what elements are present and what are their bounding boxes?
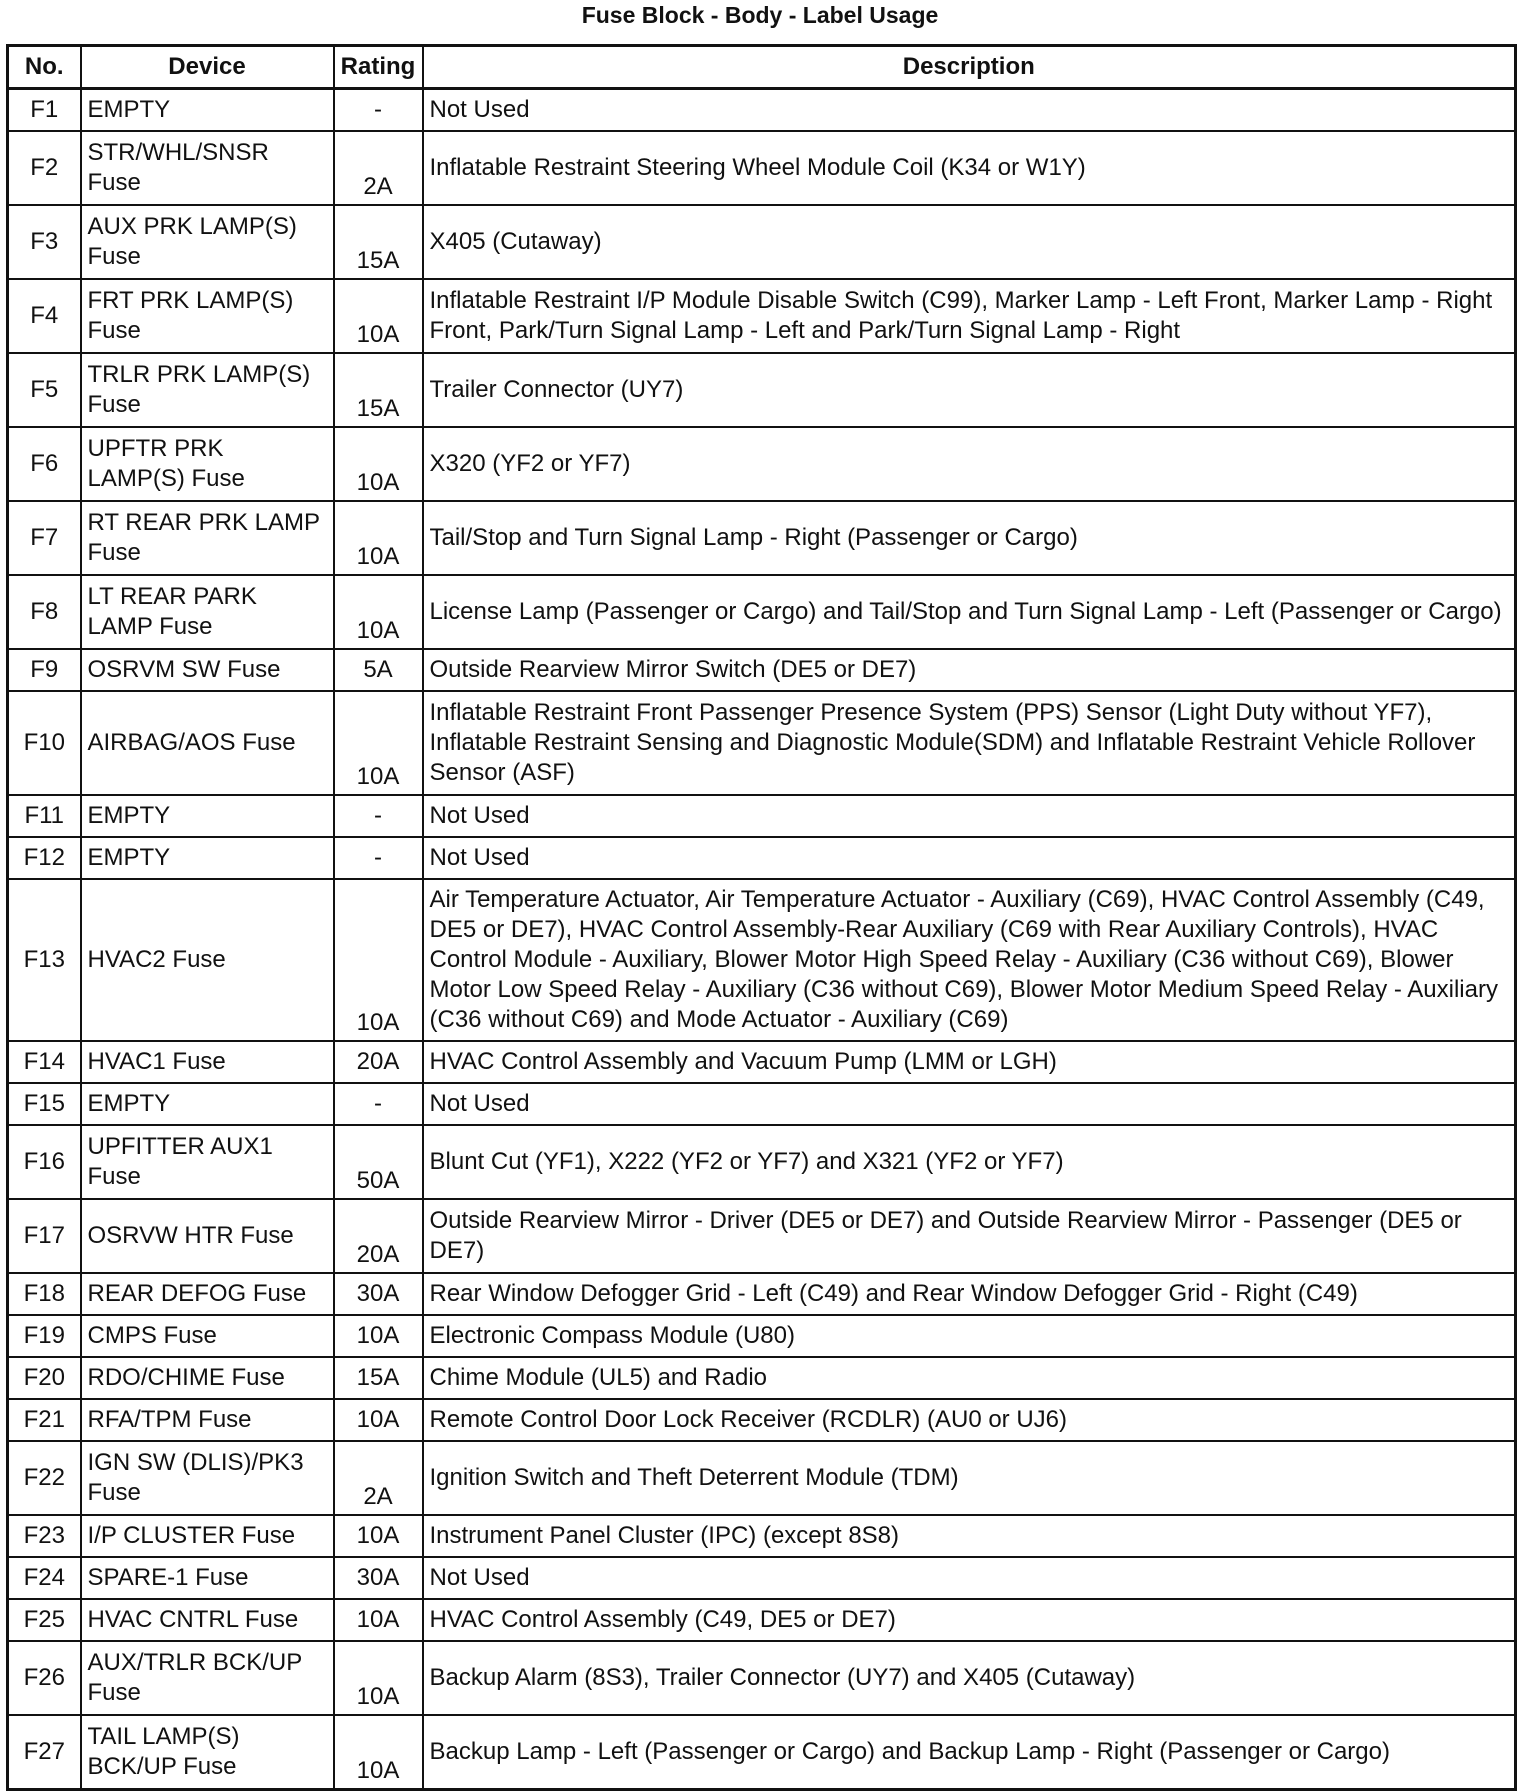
table-row (8, 1273, 1516, 1315)
cell-no: F12 (8, 837, 81, 879)
table-row (8, 1599, 1516, 1641)
cell-rating: 15A (334, 205, 423, 279)
cell-no: F7 (8, 501, 81, 575)
cell-no: F6 (8, 427, 81, 501)
cell-description: X320 (YF2 or YF7) (423, 427, 1516, 501)
cell-rating: - (334, 837, 423, 879)
cell-description: Inflatable Restraint Front Passenger Presence System (PPS) Sensor (Light Duty without YF7), Inflatable Restraint Sensing and Diagnostic Module(SDM) and Inflatable Restraint Vehicle Rollover Sensor (ASF) (423, 691, 1516, 795)
cell-rating: 2A (334, 131, 423, 205)
cell-device: RFA/TPM Fuse (81, 1399, 334, 1441)
cell-description: License Lamp (Passenger or Cargo) and Tail/Stop and Turn Signal Lamp - Left (Passenger or Cargo) (423, 575, 1516, 649)
table-row (8, 1357, 1516, 1399)
cell-device: OSRVM SW Fuse (81, 649, 334, 691)
cell-no: F18 (8, 1273, 81, 1315)
cell-device: REAR DEFOG Fuse (81, 1273, 334, 1315)
cell-no: F1 (8, 89, 81, 132)
header-no: No. (8, 46, 81, 89)
cell-description: Blunt Cut (YF1), X222 (YF2 or YF7) and X321 (YF2 or YF7) (423, 1125, 1516, 1199)
cell-no: F15 (8, 1083, 81, 1125)
cell-description: Chime Module (UL5) and Radio (423, 1357, 1516, 1399)
cell-rating: 10A (334, 1641, 423, 1715)
cell-description: Backup Alarm (8S3), Trailer Connector (UY7) and X405 (Cutaway) (423, 1641, 1516, 1715)
cell-description: HVAC Control Assembly (C49, DE5 or DE7) (423, 1599, 1516, 1641)
cell-device: EMPTY (81, 795, 334, 837)
cell-no: F22 (8, 1441, 81, 1515)
cell-device: FRT PRK LAMP(S) Fuse (81, 279, 334, 353)
table-row (8, 1083, 1516, 1125)
cell-rating: 10A (334, 575, 423, 649)
cell-device: UPFTR PRK LAMP(S) Fuse (81, 427, 334, 501)
cell-description: Instrument Panel Cluster (IPC) (except 8S8) (423, 1515, 1516, 1557)
cell-rating: 10A (334, 279, 423, 353)
cell-rating: 10A (334, 1715, 423, 1790)
cell-no: F19 (8, 1315, 81, 1357)
header-description: Description (423, 46, 1516, 89)
cell-no: F4 (8, 279, 81, 353)
cell-device: SPARE-1 Fuse (81, 1557, 334, 1599)
table-row (8, 1441, 1516, 1515)
cell-description: Not Used (423, 1083, 1516, 1125)
cell-rating: 10A (334, 691, 423, 795)
cell-description: Not Used (423, 1557, 1516, 1599)
cell-rating: - (334, 89, 423, 132)
cell-device: RT REAR PRK LAMP Fuse (81, 501, 334, 575)
table-row (8, 691, 1516, 795)
cell-device: LT REAR PARK LAMP Fuse (81, 575, 334, 649)
cell-description: Trailer Connector (UY7) (423, 353, 1516, 427)
table-row (8, 1399, 1516, 1441)
cell-rating: 2A (334, 1441, 423, 1515)
cell-device: TRLR PRK LAMP(S) Fuse (81, 353, 334, 427)
cell-description: Outside Rearview Mirror Switch (DE5 or DE7) (423, 649, 1516, 691)
cell-no: F2 (8, 131, 81, 205)
cell-rating: 10A (334, 1515, 423, 1557)
cell-device: EMPTY (81, 89, 334, 132)
cell-rating: 5A (334, 649, 423, 691)
page-title: Fuse Block - Body - Label Usage (581, 2, 939, 28)
cell-device: AUX/TRLR BCK/UP Fuse (81, 1641, 334, 1715)
header-device: Device (81, 46, 334, 89)
cell-rating: 15A (334, 353, 423, 427)
cell-device: HVAC CNTRL Fuse (81, 1599, 334, 1641)
table-row (8, 1557, 1516, 1599)
cell-rating: 30A (334, 1273, 423, 1315)
cell-rating: 10A (334, 879, 423, 1041)
cell-device: AIRBAG/AOS Fuse (81, 691, 334, 795)
table-row (8, 1315, 1516, 1357)
table-header-row (8, 46, 1516, 89)
cell-device: AUX PRK LAMP(S) Fuse (81, 205, 334, 279)
cell-rating: 50A (334, 1125, 423, 1199)
cell-no: F9 (8, 649, 81, 691)
cell-no: F5 (8, 353, 81, 427)
cell-no: F23 (8, 1515, 81, 1557)
cell-device: STR/WHL/SNSR Fuse (81, 131, 334, 205)
cell-no: F21 (8, 1399, 81, 1441)
cell-no: F27 (8, 1715, 81, 1790)
cell-device: CMPS Fuse (81, 1315, 334, 1357)
cell-device: UPFITTER AUX1 Fuse (81, 1125, 334, 1199)
cell-device: EMPTY (81, 1083, 334, 1125)
cell-no: F26 (8, 1641, 81, 1715)
table-row (8, 1515, 1516, 1557)
table-row (8, 427, 1516, 501)
table-row (8, 1125, 1516, 1199)
cell-no: F11 (8, 795, 81, 837)
table-row (8, 1199, 1516, 1273)
cell-description: X405 (Cutaway) (423, 205, 1516, 279)
cell-description: Not Used (423, 795, 1516, 837)
cell-description: Ignition Switch and Theft Deterrent Module (TDM) (423, 1441, 1516, 1515)
cell-no: F24 (8, 1557, 81, 1599)
table-row (8, 575, 1516, 649)
cell-no: F25 (8, 1599, 81, 1641)
table-row (8, 837, 1516, 879)
table-row (8, 1041, 1516, 1083)
cell-device: HVAC1 Fuse (81, 1041, 334, 1083)
cell-description: Outside Rearview Mirror - Driver (DE5 or DE7) and Outside Rearview Mirror - Passenger (DE5 or DE7) (423, 1199, 1516, 1273)
cell-no: F14 (8, 1041, 81, 1083)
cell-no: F8 (8, 575, 81, 649)
cell-no: F3 (8, 205, 81, 279)
cell-device: EMPTY (81, 837, 334, 879)
table-row (8, 1715, 1516, 1790)
cell-rating: - (334, 1083, 423, 1125)
cell-rating: 30A (334, 1557, 423, 1599)
cell-no: F20 (8, 1357, 81, 1399)
cell-description: Not Used (423, 89, 1516, 132)
cell-device: OSRVW HTR Fuse (81, 1199, 334, 1273)
cell-no: F17 (8, 1199, 81, 1273)
table-row (8, 501, 1516, 575)
fuse-table (6, 44, 1517, 1791)
cell-no: F10 (8, 691, 81, 795)
cell-no: F13 (8, 879, 81, 1041)
cell-description: Rear Window Defogger Grid - Left (C49) and Rear Window Defogger Grid - Right (C49) (423, 1273, 1516, 1315)
table-row (8, 89, 1516, 132)
cell-rating: - (334, 795, 423, 837)
cell-description: Tail/Stop and Turn Signal Lamp - Right (Passenger or Cargo) (423, 501, 1516, 575)
cell-rating: 10A (334, 427, 423, 501)
cell-description: Electronic Compass Module (U80) (423, 1315, 1516, 1357)
cell-rating: 10A (334, 501, 423, 575)
cell-description: Not Used (423, 837, 1516, 879)
cell-description: Air Temperature Actuator, Air Temperature Actuator - Auxiliary (C69), HVAC Control Assembly (C49, DE5 or DE7), HVAC Control Assembly-Rear Auxiliary (C69 with Rear Auxiliary Controls), HVAC Control Module - Auxiliary, Blower Motor High Speed Relay - Auxiliary (C36 without C69), Blower Motor Low Speed Relay - Auxiliary (C36 without C69), Blower Motor Medium Speed Relay - Auxiliary (C36 without C69) and Mode Actuator - Auxiliary (C69) (423, 879, 1516, 1041)
cell-rating: 15A (334, 1357, 423, 1399)
table-row (8, 353, 1516, 427)
table-row (8, 279, 1516, 353)
cell-device: IGN SW (DLIS)/PK3 Fuse (81, 1441, 334, 1515)
cell-rating: 10A (334, 1315, 423, 1357)
cell-description: Inflatable Restraint I/P Module Disable Switch (C99), Marker Lamp - Left Front, Marker Lamp - Right Front, Park/Turn Signal Lamp - Left and Park/Turn Signal Lamp - Right (423, 279, 1516, 353)
cell-device: I/P CLUSTER Fuse (81, 1515, 334, 1557)
cell-device: HVAC2 Fuse (81, 879, 334, 1041)
cell-rating: 10A (334, 1599, 423, 1641)
header-rating: Rating (334, 46, 423, 89)
cell-description: HVAC Control Assembly and Vacuum Pump (LMM or LGH) (423, 1041, 1516, 1083)
table-row (8, 131, 1516, 205)
cell-rating: 10A (334, 1399, 423, 1441)
cell-no: F16 (8, 1125, 81, 1199)
table-row (8, 879, 1516, 1041)
cell-description: Backup Lamp - Left (Passenger or Cargo) and Backup Lamp - Right (Passenger or Cargo) (423, 1715, 1516, 1790)
cell-device: RDO/CHIME Fuse (81, 1357, 334, 1399)
cell-description: Inflatable Restraint Steering Wheel Module Coil (K34 or W1Y) (423, 131, 1516, 205)
table-row (8, 205, 1516, 279)
cell-rating: 20A (334, 1041, 423, 1083)
cell-device: TAIL LAMP(S) BCK/UP Fuse (81, 1715, 334, 1790)
cell-rating: 20A (334, 1199, 423, 1273)
table-row (8, 795, 1516, 837)
table-row (8, 1641, 1516, 1715)
table-row (8, 649, 1516, 691)
cell-description: Remote Control Door Lock Receiver (RCDLR) (AU0 or UJ6) (423, 1399, 1516, 1441)
